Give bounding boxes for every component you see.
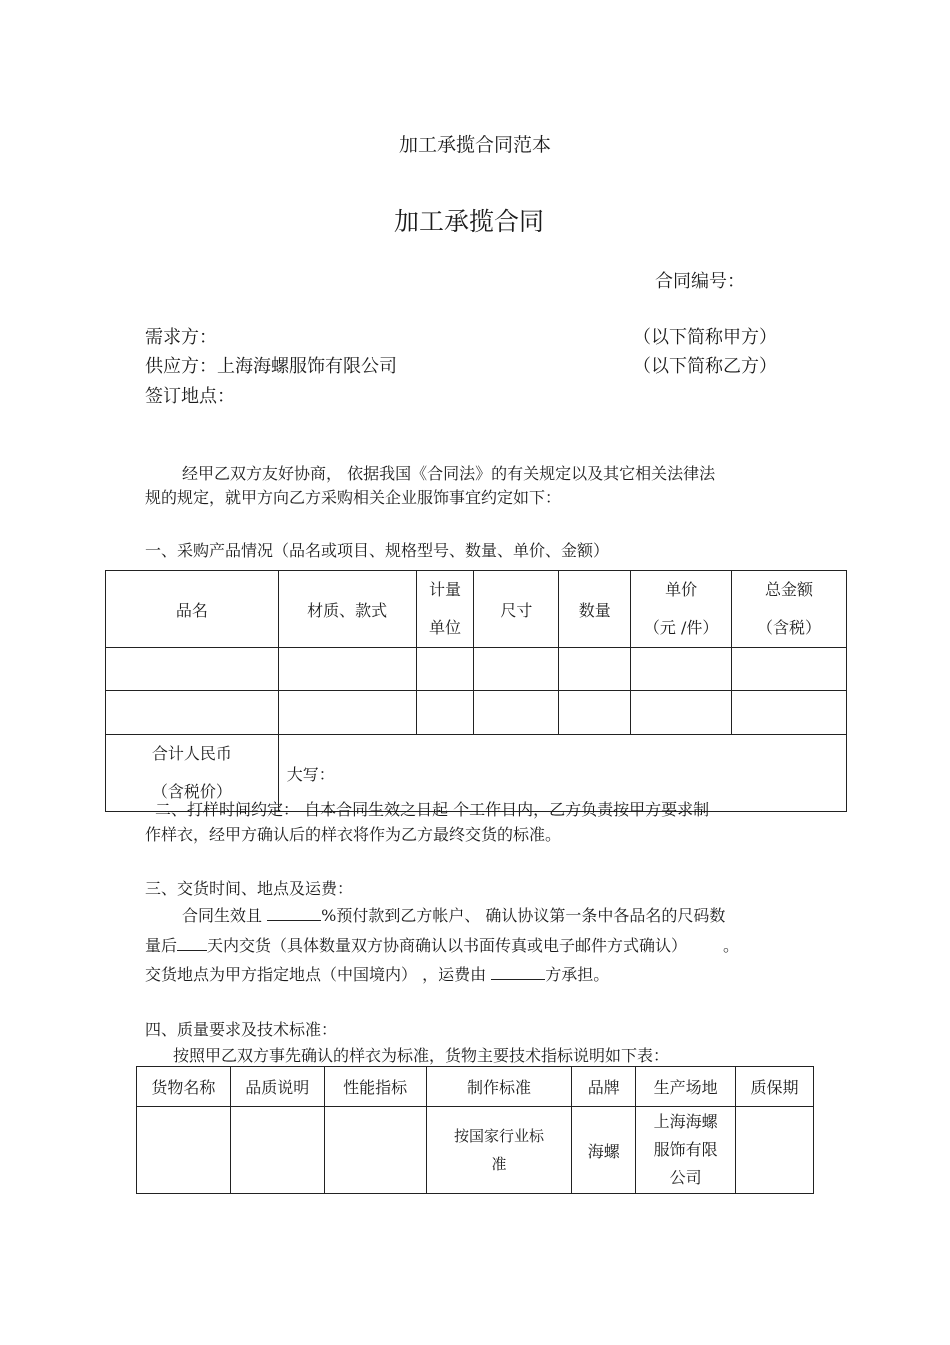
table-cell[interactable]	[474, 648, 559, 691]
table-cell[interactable]	[559, 691, 631, 735]
table-cell[interactable]	[416, 648, 474, 691]
header-unit-price: 单价 （元 /件）	[631, 571, 732, 648]
total-rmb-label: 合计人民币 （含税价）	[106, 735, 279, 812]
quality-row	[137, 1107, 814, 1194]
table-row	[106, 691, 847, 735]
table-cell[interactable]	[631, 691, 732, 735]
table-cell[interactable]	[474, 691, 559, 735]
section3-line-3: 交货地点为甲方指定地点（中国境内） ，运费由 方承担。	[145, 965, 610, 984]
table-cell[interactable]	[732, 691, 847, 735]
brand-cell: 海螺	[572, 1107, 636, 1194]
table-cell[interactable]	[416, 691, 474, 735]
table-cell[interactable]	[631, 648, 732, 691]
purchase-table	[105, 570, 847, 812]
quality-header: 品牌	[572, 1067, 636, 1107]
signing-place-label: 签订地点：	[145, 386, 235, 407]
table-cell[interactable]	[230, 1107, 324, 1194]
contract-title: 加工承揽合同	[393, 207, 544, 236]
quality-header: 性能指标	[324, 1067, 426, 1107]
contract-number-label: 合同编号：	[655, 271, 745, 292]
quality-header: 质保期	[736, 1067, 814, 1107]
freight-party-blank[interactable]	[491, 965, 545, 980]
section4-heading: 四、质量要求及技术标准：	[145, 1020, 338, 1039]
section4-intro: 按照甲乙双方事先确认的样衣为标准，货物主要技术指标说明如下表：	[173, 1046, 670, 1065]
demander-label: 需求方：	[145, 327, 217, 348]
section3-line-1: 合同生效且 %预付款到乙方帐户、 确认协议第一条中各品名的尺码数	[182, 906, 726, 925]
table-cell[interactable]	[106, 691, 279, 735]
table-cell[interactable]	[278, 648, 416, 691]
intro-line-1: 经甲乙双方友好协商， 依据我国《合同法》的有关规定以及其它相关法律法	[182, 464, 716, 483]
supplier-note: （以下简称乙方）	[633, 356, 777, 377]
table-header-row	[106, 571, 847, 648]
section2-line-1: 二、打样时间约定： 自本合同生效之日起 个工作日内，乙方负责按甲方要求制	[155, 800, 710, 819]
section2-line-2: 作样衣，经甲方确认后的样衣将作为乙方最终交货的标准。	[145, 825, 562, 844]
header-unit: 计量 单位	[416, 571, 474, 648]
quality-header: 生产场地	[636, 1067, 736, 1107]
header-quantity: 数量	[559, 571, 631, 648]
standard-cell: 按国家行业标 准	[426, 1107, 572, 1194]
supplier-label: 供应方：上海海螺服饰有限公司	[145, 356, 397, 377]
quality-header: 货物名称	[137, 1067, 231, 1107]
capital-amount-cell[interactable]: 大写：	[278, 735, 846, 812]
table-cell[interactable]	[736, 1107, 814, 1194]
table-cell[interactable]	[324, 1107, 426, 1194]
table-cell[interactable]	[137, 1107, 231, 1194]
section3-heading: 三、交货时间、地点及运费：	[145, 879, 354, 898]
section1-heading: 一、采购产品情况（品名或项目、规格型号、数量、单价、金额）	[145, 541, 610, 560]
quality-header: 制作标准	[426, 1067, 572, 1107]
table-cell[interactable]	[732, 648, 847, 691]
table-cell[interactable]	[106, 648, 279, 691]
quality-table	[136, 1066, 814, 1194]
section3-line-2: 量后 天内交货（具体数量双方协商确认以书面传真或电子邮件方式确认） 。	[145, 936, 740, 955]
intro-line-2: 规的规定，就甲方向乙方采购相关企业服饰事宜约定如下：	[145, 488, 562, 507]
document-title: 加工承揽合同范本	[398, 134, 551, 156]
header-total: 总金额 （含税）	[732, 571, 847, 648]
quality-header-row	[137, 1067, 814, 1107]
table-row	[106, 648, 847, 691]
prepay-percent-blank[interactable]	[267, 906, 321, 921]
demander-note: （以下简称甲方）	[633, 327, 777, 348]
production-place-cell: 上海海螺 服饰有限 公司	[636, 1107, 736, 1194]
header-material: 材质、款式	[278, 571, 416, 648]
quality-header: 品质说明	[230, 1067, 324, 1107]
header-name: 品名	[106, 571, 279, 648]
table-cell[interactable]	[559, 648, 631, 691]
table-cell[interactable]	[278, 691, 416, 735]
header-size: 尺寸	[474, 571, 559, 648]
delivery-days-blank[interactable]	[177, 936, 207, 951]
